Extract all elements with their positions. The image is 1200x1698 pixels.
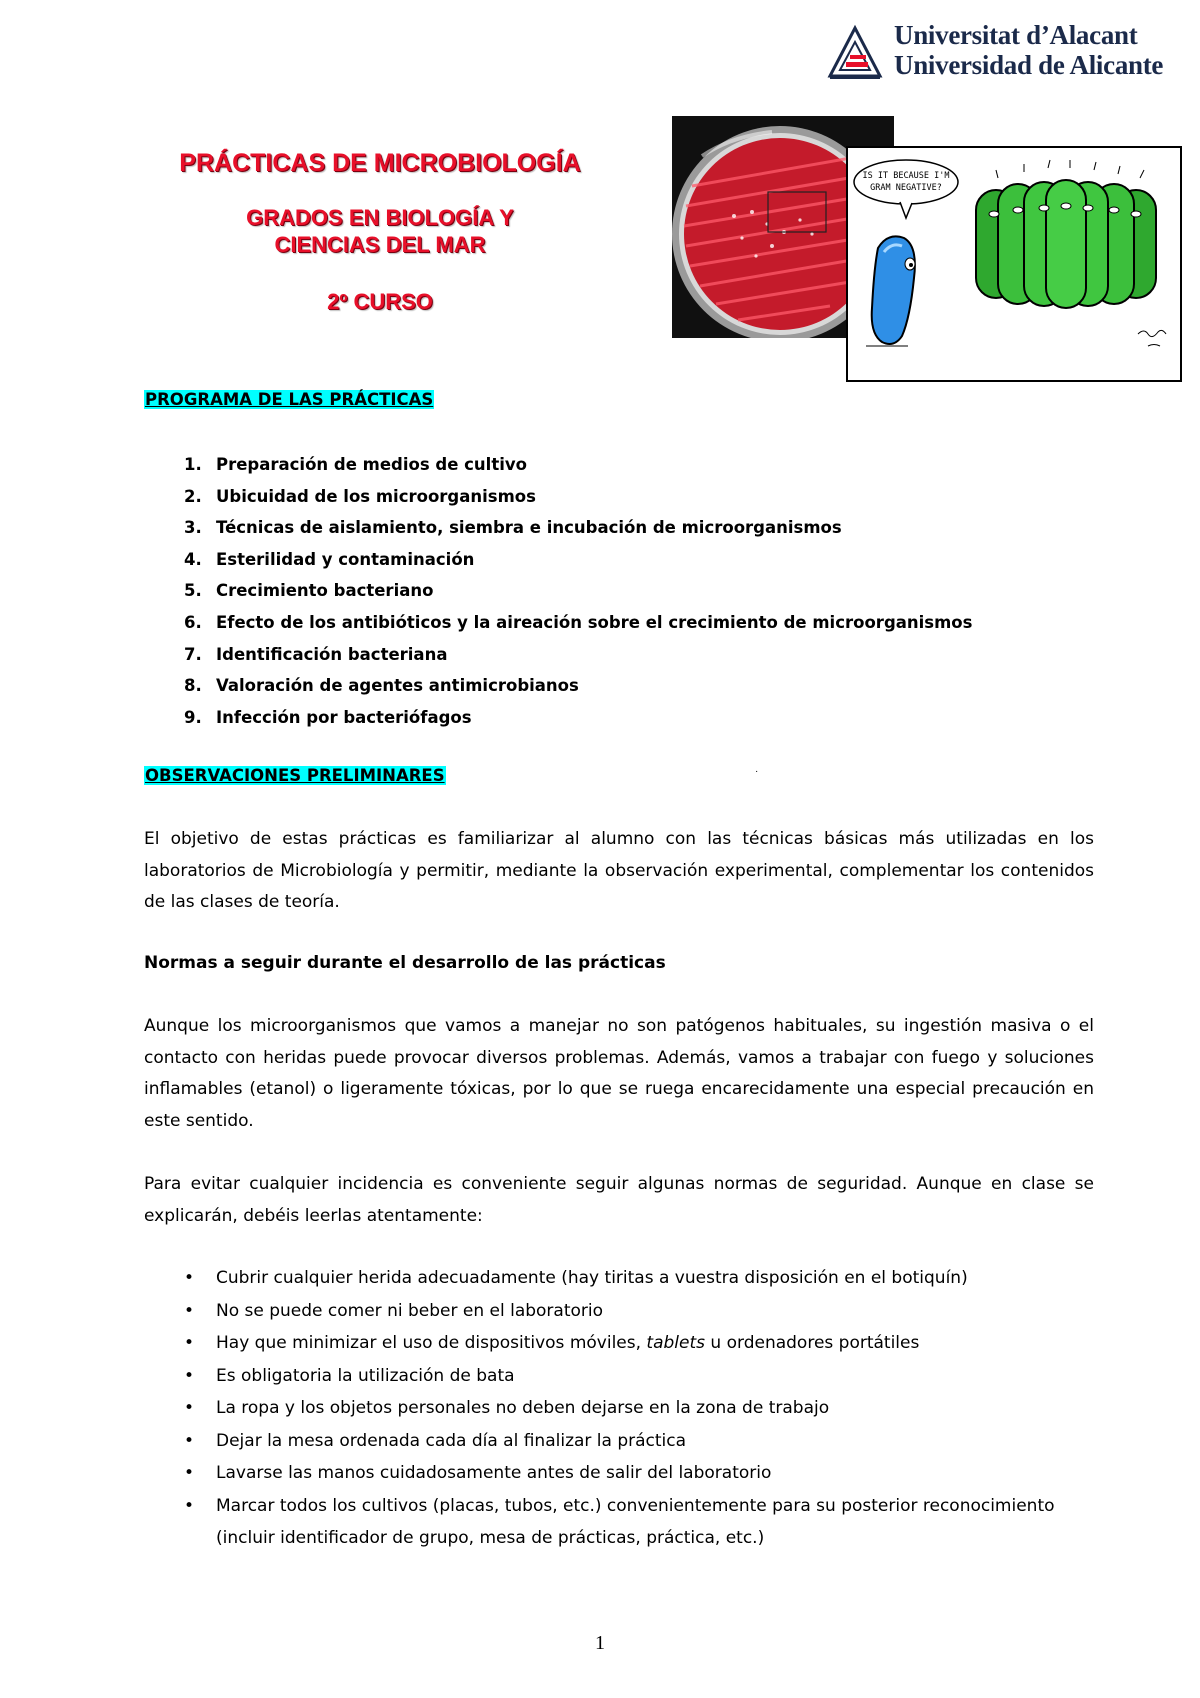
list-item-text: Efecto de los antibióticos y la aireación sobre el crecimiento de microorganismos	[216, 612, 973, 632]
list-item	[144, 1457, 1094, 1490]
list-item	[144, 612, 972, 644]
list-item-text: Preparación de medios de cultivo	[216, 455, 527, 474]
document-title: PRÁCTICAS DE MICROBIOLOGÍA	[179, 149, 581, 177]
list-item-number: 2.	[184, 486, 202, 506]
objective-paragraph: El objetivo de estas prácticas es familiarizar al alumno con las técnicas básicas más utilizadas en los laboratorios de Microbiología y permitir, mediante la observación experimental, complementar los contenidos de las clases de teoría.	[144, 829, 1094, 912]
safety-paragraph: Aunque los microorganismos que vamos a manejar no son patógenos habituales, su ingestión masiva o el contacto con heridas puede provocar diversos problemas. Además, vamos a trabajar con fuego y soluciones inflamables (etanol) o ligeramente tóxicas, por lo que se ruega encarecidamente una especial precaución en este sentido.	[144, 1016, 1094, 1131]
list-item	[144, 1262, 1094, 1295]
list-item	[144, 580, 972, 612]
list-item	[144, 454, 972, 486]
list-item	[144, 707, 972, 739]
list-item-text: No se puede comer ni beber en el laboratorio	[216, 1300, 604, 1321]
list-item-number: 4.	[184, 549, 202, 569]
bullet-icon: •	[184, 1430, 195, 1451]
bullet-icon: •	[184, 1333, 195, 1353]
list-item-text: Lavarse las manos cuidadosamente antes de salir del laboratorio	[216, 1463, 772, 1483]
list-item	[144, 675, 972, 707]
list-item-text: La ropa y los objetos personales no deben dejarse en la zona de trabajo	[216, 1398, 830, 1418]
gram-negative-cartoon	[846, 146, 1182, 382]
list-item-text-tail: u ordenadores portátiles	[705, 1333, 920, 1353]
list-item-number: 5.	[184, 581, 202, 601]
list-item	[144, 1360, 1094, 1393]
list-item-text: Es obligatoria la utilización de bata	[216, 1365, 515, 1386]
list-item	[144, 1490, 1094, 1555]
list-item-number: 1.	[184, 455, 202, 474]
italic-term: tablets	[646, 1333, 706, 1353]
rules-intro-paragraph: Para evitar cualquier incidencia es conveniente seguir algunas normas de seguridad. Aunque en clase se explicarán, debéis leerlas atentamente:	[144, 1174, 1094, 1226]
artist-signature	[1138, 330, 1166, 336]
list-item	[144, 517, 972, 549]
document-subtitle-line-1: GRADOS EN BIOLOGÍA Y	[246, 205, 514, 230]
logo-line-1: Universitat d’Alacant	[894, 20, 1138, 50]
course-year: 2º CURSO	[327, 289, 433, 314]
list-item-text: Dejar la mesa ordenada cada día al finalizar la práctica	[216, 1430, 687, 1451]
bullet-icon: •	[184, 1495, 195, 1516]
list-item-number: 8.	[184, 676, 202, 696]
list-item-text: Esterilidad y contaminación	[216, 549, 475, 569]
speech-line-1: IS IT BECAUSE I'M	[862, 171, 950, 181]
bullet-icon: •	[184, 1398, 195, 1418]
list-item-number: 6.	[184, 612, 202, 632]
list-item-number: 9.	[184, 707, 202, 727]
observaciones-heading: OBSERVACIONES PRELIMINARES	[145, 766, 445, 785]
list-item-text: Cubrir cualquier herida adecuadamente (hay tiritas a vuestra disposición en el botiquín)	[216, 1268, 968, 1288]
university-logo	[826, 20, 1166, 84]
safety-rules-list	[144, 1262, 1094, 1555]
list-item	[144, 486, 972, 518]
list-item-text: Valoración de agentes antimicrobianos	[216, 676, 579, 696]
list-item	[144, 1327, 1094, 1360]
stray-dot: ·	[755, 766, 759, 777]
list-item	[144, 1425, 1094, 1458]
list-item-text: Marcar todos los cultivos (placas, tubos, etc.) convenientemente para su posterior reconocimiento (incluir identificador de grupo, mesa de prácticas, práctica, etc.)	[216, 1495, 1055, 1548]
document-subtitle-line-2: CIENCIAS DEL MAR	[274, 232, 486, 257]
list-item-number: 7.	[184, 644, 202, 664]
programa-list	[144, 454, 972, 738]
speech-line-2: GRAM NEGATIVE?	[870, 183, 942, 193]
list-item	[144, 1392, 1094, 1425]
bullet-icon: •	[184, 1463, 195, 1483]
bullet-icon: •	[184, 1268, 195, 1288]
list-item-text: Ubicuidad de los microorganismos	[216, 486, 536, 506]
list-item-text: Técnicas de aislamiento, siembra e incubación de microorganismos	[216, 518, 842, 538]
list-item-number: 3.	[184, 518, 202, 538]
list-item-text: Crecimiento bacteriano	[216, 581, 434, 601]
list-item	[144, 549, 972, 581]
university-emblem-icon	[826, 22, 884, 80]
normas-heading: Normas a seguir durante el desarrollo de las prácticas	[144, 953, 666, 973]
list-item-text: Identificación bacteriana	[216, 644, 448, 664]
logo-line-2: Universidad de Alicante	[894, 50, 1164, 80]
page-number: 1	[595, 1632, 605, 1654]
bullet-icon: •	[184, 1300, 195, 1321]
programa-heading: PROGRAMA DE LAS PRÁCTICAS	[145, 390, 434, 409]
bullet-icon: •	[184, 1365, 195, 1386]
list-item-text: Infección por bacteriófagos	[216, 707, 472, 727]
document-title-block	[120, 148, 640, 315]
list-item-text: Hay que minimizar el uso de dispositivos móviles,	[216, 1333, 647, 1353]
list-item	[144, 644, 972, 676]
list-item	[144, 1295, 1094, 1328]
